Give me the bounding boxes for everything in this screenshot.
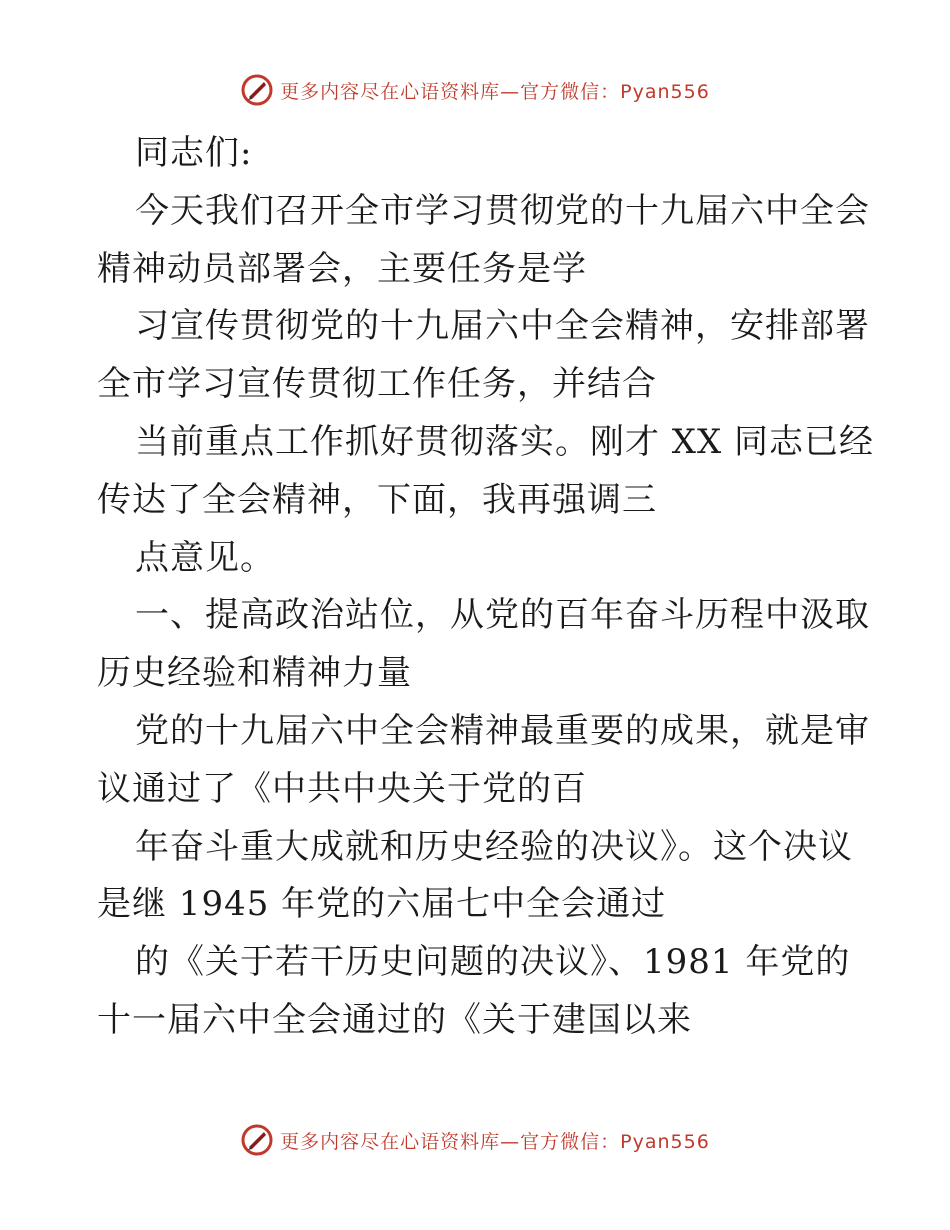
banner-text: 更多内容尽在心语资料库—官方微信：Pyan556 — [280, 1130, 710, 1153]
text-line: 年奋斗重大成就和历史经验的决议》。这个决议 — [135, 826, 853, 867]
text-line: 党的十九届六中全会精神最重要的成果，就是审 — [135, 710, 870, 751]
text-line: 议通过了《中共中央关于党的百 — [97, 768, 587, 809]
header-banner — [0, 70, 950, 110]
quill-logo-icon — [240, 1123, 274, 1157]
text-line: 十一届六中全会通过的《关于建国以来 — [97, 999, 692, 1040]
text-line: 一、提高政治站位，从党的百年奋斗历程中汲取 — [135, 595, 870, 636]
text-line: 全市学习宣传贯彻工作任务，并结合 — [97, 364, 657, 405]
footer-banner — [0, 1120, 950, 1160]
text-line: 精神动员部署会，主要任务是学 — [97, 248, 587, 289]
text-line: 当前重点工作抓好贯彻落实。刚才 XX 同志已经 — [135, 421, 875, 462]
quill-logo-icon — [240, 73, 274, 107]
text-line: 历史经验和精神力量 — [97, 653, 412, 694]
document-body — [97, 125, 875, 1050]
text-line: 的《关于若干历史问题的决议》、1981 年党的 — [135, 942, 851, 983]
text-line: 是继 1945 年党的六届七中全会通过 — [97, 884, 667, 925]
text-line: 习宣传贯彻党的十九届六中全会精神，安排部署 — [135, 306, 870, 347]
text-line: 点意见。 — [135, 537, 275, 578]
text-line: 今天我们召开全市学习贯彻党的十九届六中全会 — [135, 190, 870, 231]
text-line: 传达了全会精神，下面，我再强调三 — [97, 479, 657, 520]
text-line: 同志们: — [135, 133, 253, 173]
banner-text: 更多内容尽在心语资料库—官方微信：Pyan556 — [280, 80, 710, 103]
